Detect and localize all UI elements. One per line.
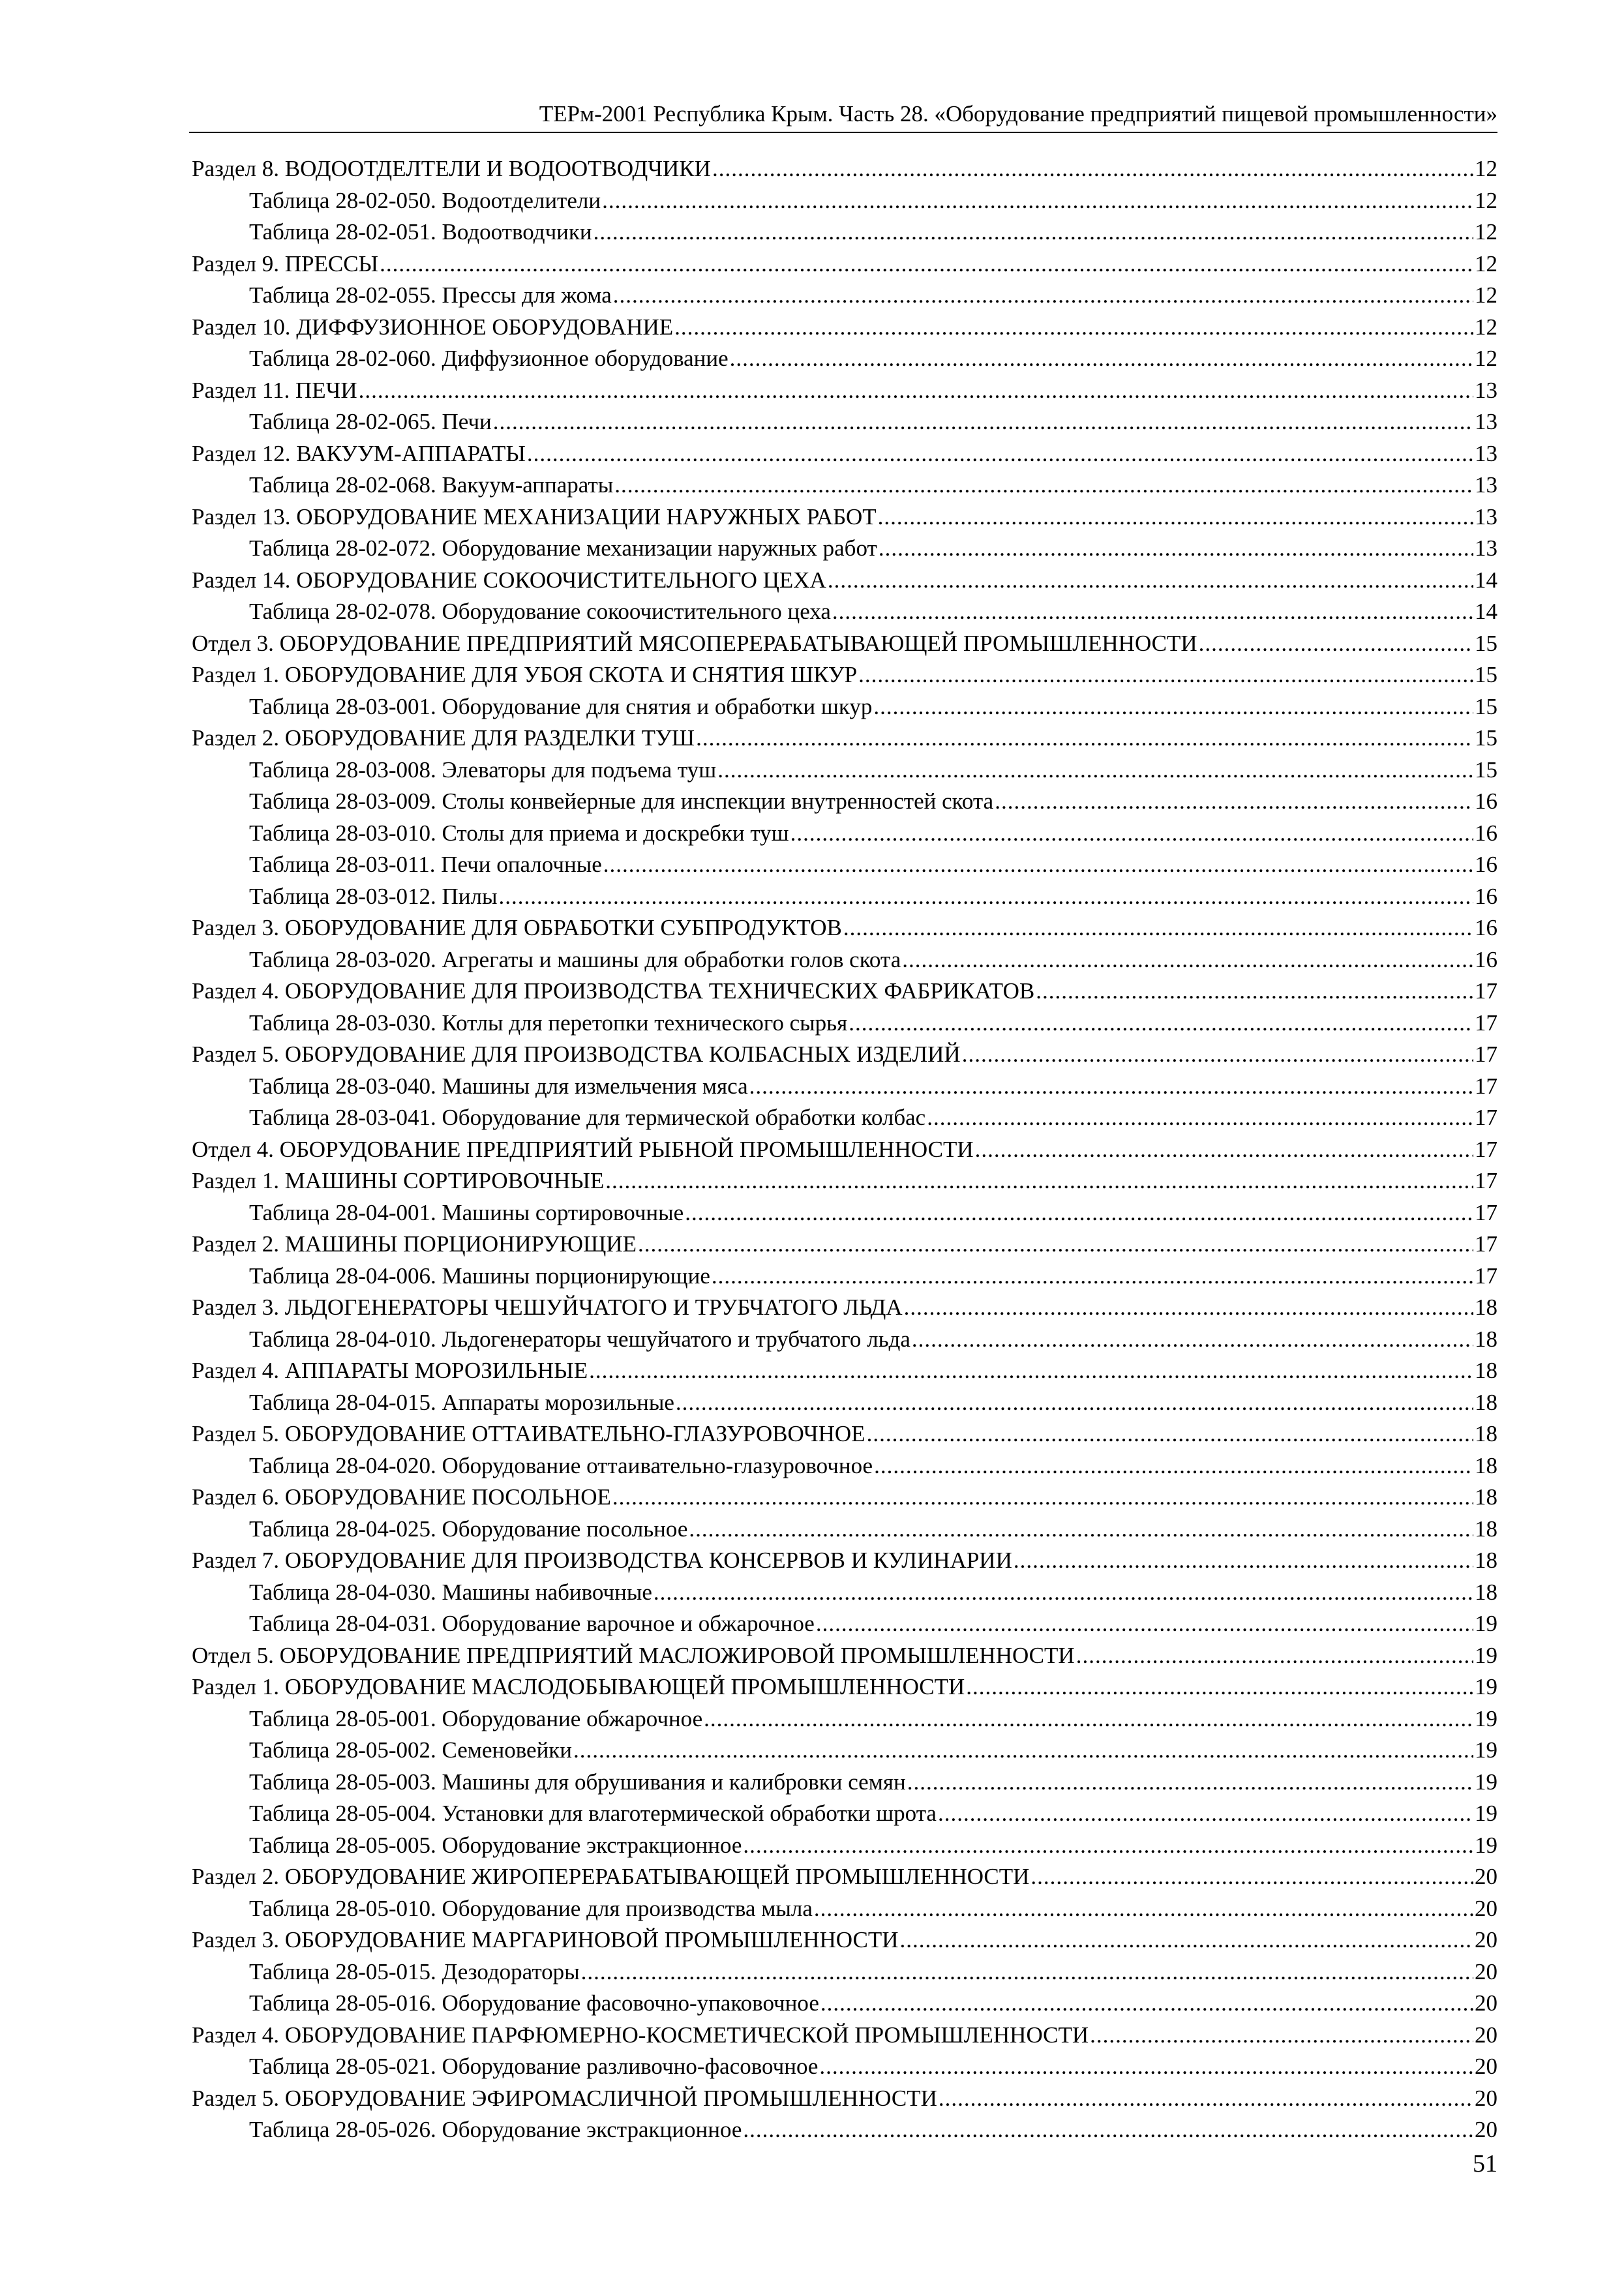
toc-entry-label: Раздел 6. ОБОРУДОВАНИЕ ПОСОЛЬНОЕ — [192, 1484, 611, 1510]
toc-entry-page: 13 — [1475, 377, 1497, 403]
dot-leader — [573, 1735, 1473, 1767]
toc-entry-page: 18 — [1475, 1579, 1497, 1605]
toc-entry-page: 14 — [1475, 567, 1497, 593]
toc-entry-table[interactable] — [192, 1798, 1497, 1830]
dot-leader — [674, 312, 1473, 344]
toc-entry-section[interactable] — [192, 976, 1497, 1008]
toc-entry-table[interactable] — [192, 691, 1497, 723]
toc-entry-label: Таблица 28-03-012. Пилы — [249, 883, 498, 909]
toc-entry-label: Раздел 4. АППАРАТЫ МОРОЗИЛЬНЫЕ — [192, 1358, 588, 1383]
toc-entry-section[interactable] — [192, 565, 1497, 597]
dot-leader — [879, 533, 1473, 565]
toc-entry-page: 13 — [1475, 472, 1497, 498]
dot-leader — [380, 248, 1473, 280]
toc-entry-table[interactable] — [192, 343, 1497, 375]
dot-leader — [1030, 1861, 1473, 1893]
toc-entry-table[interactable] — [192, 1703, 1497, 1735]
toc-entry-page: 18 — [1475, 1421, 1497, 1446]
toc-entry-table[interactable] — [192, 470, 1497, 501]
dot-leader — [858, 659, 1473, 691]
toc-entry-page: 20 — [1475, 2054, 1497, 2079]
dot-leader — [975, 1134, 1473, 1166]
header-rule — [189, 132, 1497, 133]
toc-entry-label: Раздел 1. ОБОРУДОВАНИЕ МАСЛОДОБЫВАЮЩЕЙ ПРОМЫШЛЕННОСТИ — [192, 1674, 965, 1699]
dot-leader — [603, 849, 1473, 881]
dot-leader — [832, 596, 1473, 628]
dot-leader — [902, 944, 1473, 976]
toc-entry-page: 18 — [1475, 1358, 1497, 1383]
toc-entry-label: Таблица 28-03-001. Оборудование для снятия и обработки шкур — [249, 693, 873, 719]
toc-entry-page: 17 — [1475, 1105, 1497, 1130]
toc-entry-page: 20 — [1475, 1864, 1497, 1889]
toc-entry-label: Таблица 28-05-016. Оборудование фасовочно-упаковочное — [249, 1990, 819, 2016]
toc-entry-section[interactable] — [192, 1545, 1497, 1577]
toc-entry-label: Раздел 4. ОБОРУДОВАНИЕ ДЛЯ ПРОИЗВОДСТВА ТЕХНИЧЕСКИХ ФАБРИКАТОВ — [192, 978, 1035, 1004]
toc-entry-table[interactable] — [192, 1514, 1497, 1546]
toc-entry-label: Таблица 28-05-004. Установки для влаготермической обработки шрота — [249, 1801, 937, 1826]
toc-entry-label: Таблица 28-05-021. Оборудование разливочно-фасовочное — [249, 2054, 819, 2079]
dot-leader — [614, 470, 1473, 501]
toc-entry-page: 17 — [1475, 1041, 1497, 1067]
dot-leader — [995, 786, 1473, 818]
toc-entry-section[interactable] — [192, 438, 1497, 470]
toc-entry-page: 19 — [1475, 1737, 1497, 1763]
toc-entry-section[interactable] — [192, 1039, 1497, 1071]
toc-entry-label: Раздел 3. ОБОРУДОВАНИЕ МАРГАРИНОВОЙ ПРОМЫШЛЕННОСТИ — [192, 1927, 899, 1952]
dot-leader — [873, 691, 1473, 723]
toc-entry-section[interactable] — [192, 2083, 1497, 2115]
toc-entry-label: Раздел 8. ВОДООТДЕЛТЕЛИ И ВОДООТВОДЧИКИ — [192, 156, 711, 181]
toc-entry-label: Таблица 28-04-015. Аппараты морозильные — [249, 1389, 674, 1415]
dot-leader — [1199, 628, 1473, 660]
toc-entry-label: Раздел 14. ОБОРУДОВАНИЕ СОКООЧИСТИТЕЛЬНОГО ЦЕХА — [192, 567, 826, 593]
toc-entry-section[interactable] — [192, 1418, 1497, 1450]
toc-entry-section[interactable] — [192, 1640, 1497, 1672]
toc-entry-label: Таблица 28-04-006. Машины порционирующие — [249, 1263, 710, 1289]
toc-entry-page: 20 — [1475, 2022, 1497, 2048]
toc-entry-page: 20 — [1475, 1958, 1497, 1984]
dot-leader — [749, 1071, 1473, 1103]
toc-entry-label: Таблица 28-05-001. Оборудование обжарочное — [249, 1705, 703, 1731]
toc-entry-table[interactable] — [192, 596, 1497, 628]
toc-entry-page: 19 — [1475, 1674, 1497, 1699]
toc-entry-table[interactable] — [192, 406, 1497, 438]
toc-entry-label: Раздел 10. ДИФФУЗИОННОЕ ОБОРУДОВАНИЕ — [192, 314, 674, 340]
dot-leader — [359, 375, 1473, 407]
table-of-contents — [192, 153, 1497, 2146]
toc-entry-page: 19 — [1475, 1769, 1497, 1795]
toc-entry-page: 17 — [1475, 1263, 1497, 1289]
dot-leader — [927, 1102, 1473, 1134]
dot-leader — [820, 1988, 1473, 2020]
toc-entry-page: 15 — [1475, 756, 1497, 783]
toc-entry-page: 15 — [1475, 693, 1497, 719]
toc-entry-page: 16 — [1475, 883, 1497, 909]
dot-leader — [878, 501, 1473, 533]
dot-leader — [581, 1956, 1473, 1988]
toc-entry-label: Таблица 28-05-026. Оборудование экстракционное — [249, 2117, 742, 2142]
toc-entry-section[interactable] — [192, 1134, 1497, 1166]
toc-entry-label: Таблица 28-03-020. Агрегаты и машины для обработки голов скота — [249, 946, 901, 972]
toc-entry-page: 12 — [1475, 187, 1497, 213]
dot-leader — [638, 1229, 1473, 1261]
toc-entry-page: 16 — [1475, 915, 1497, 940]
toc-entry-label: Раздел 5. ОБОРУДОВАНИЕ ДЛЯ ПРОИЗВОДСТВА КОЛБАСНЫХ ИЗДЕЛИЙ — [192, 1041, 961, 1067]
dot-leader — [939, 2083, 1473, 2115]
toc-entry-label: Таблица 28-03-008. Элеваторы для подъема туш — [249, 756, 717, 783]
dot-leader — [493, 406, 1473, 438]
toc-entry-label: Таблица 28-05-003. Машины для обрушивания и калибровки семян — [249, 1769, 906, 1795]
dot-leader — [874, 1450, 1473, 1482]
toc-entry-page: 16 — [1475, 946, 1497, 972]
toc-entry-section[interactable] — [192, 912, 1497, 944]
toc-entry-section[interactable] — [192, 153, 1497, 185]
dot-leader — [743, 1830, 1473, 1862]
toc-entry-section[interactable] — [192, 1165, 1497, 1197]
dot-leader — [849, 1008, 1473, 1040]
toc-entry-table[interactable] — [192, 818, 1497, 850]
toc-entry-label: Раздел 1. ОБОРУДОВАНИЕ ДЛЯ УБОЯ СКОТА И СНЯТИЯ ШКУР — [192, 662, 858, 687]
toc-entry-label: Таблица 28-03-041. Оборудование для термической обработки колбас — [249, 1105, 926, 1130]
toc-entry-page: 17 — [1475, 1073, 1497, 1099]
toc-entry-section[interactable] — [192, 723, 1497, 755]
toc-entry-label: Таблица 28-04-030. Машины набивочные — [249, 1579, 652, 1605]
toc-entry-table[interactable] — [192, 786, 1497, 818]
dot-leader — [900, 1924, 1473, 1956]
toc-entry-label: Таблица 28-03-040. Машины для измельчения мяса — [249, 1073, 748, 1099]
toc-entry-label: Раздел 2. ОБОРУДОВАНИЕ ЖИРОПЕРЕРАБАТЫВАЮЩЕЙ ПРОМЫШЛЕННОСТИ — [192, 1864, 1030, 1889]
toc-entry-page: 19 — [1475, 1801, 1497, 1826]
toc-entry-page: 17 — [1475, 1231, 1497, 1257]
toc-entry-section[interactable] — [192, 2020, 1497, 2052]
toc-entry-page: 20 — [1475, 1895, 1497, 1921]
dot-leader — [613, 280, 1473, 312]
toc-entry-table[interactable] — [192, 1008, 1497, 1040]
dot-leader — [819, 2051, 1473, 2083]
toc-entry-label: Таблица 28-03-030. Котлы для перетопки технического сырья — [249, 1010, 848, 1036]
toc-entry-section[interactable] — [192, 501, 1497, 533]
toc-entry-label: Таблица 28-04-025. Оборудование посольное — [249, 1516, 688, 1542]
toc-entry-table[interactable] — [192, 881, 1497, 913]
toc-entry-page: 15 — [1475, 662, 1497, 687]
toc-entry-table[interactable] — [192, 944, 1497, 976]
toc-entry-table[interactable] — [192, 217, 1497, 248]
toc-entry-section[interactable] — [192, 1861, 1497, 1893]
toc-entry-page: 18 — [1475, 1326, 1497, 1352]
toc-entry-table[interactable] — [192, 1324, 1497, 1356]
page-number: 51 — [1473, 2150, 1497, 2177]
toc-entry-label: Таблица 28-02-072. Оборудование механизации наружных работ — [249, 535, 877, 561]
dot-leader — [594, 217, 1473, 248]
toc-entry-label: Таблица 28-03-009. Столы конвейерные для инспекции внутренностей скота — [249, 788, 994, 814]
dot-leader — [743, 2114, 1473, 2146]
toc-entry-label: Раздел 3. ОБОРУДОВАНИЕ ДЛЯ ОБРАБОТКИ СУБПРОДУКТОВ — [192, 915, 842, 940]
toc-entry-page: 16 — [1475, 852, 1497, 877]
toc-entry-label: Таблица 28-02-050. Водоотделители — [249, 187, 601, 213]
dot-leader — [904, 1292, 1473, 1324]
toc-entry-label: Таблица 28-04-010. Льдогенераторы чешуйчатого и трубчатого льда — [249, 1326, 910, 1352]
dot-leader — [867, 1418, 1473, 1450]
toc-entry-table[interactable] — [192, 1387, 1497, 1419]
toc-entry-page: 13 — [1475, 440, 1497, 466]
dot-leader — [828, 565, 1473, 597]
toc-entry-label: Таблица 28-02-055. Прессы для жома — [249, 282, 612, 308]
toc-entry-label: Раздел 4. ОБОРУДОВАНИЕ ПАРФЮМЕРНО-КОСМЕТИЧЕСКОЙ ПРОМЫШЛЕННОСТИ — [192, 2022, 1089, 2048]
toc-entry-page: 20 — [1475, 2117, 1497, 2142]
toc-entry-table[interactable] — [192, 533, 1497, 565]
toc-entry-table[interactable] — [192, 185, 1497, 217]
dot-leader — [499, 881, 1474, 913]
toc-entry-page: 17 — [1475, 978, 1497, 1004]
toc-entry-label: Таблица 28-02-078. Оборудование сокоочистительного цеха — [249, 599, 831, 624]
toc-entry-label: Таблица 28-05-005. Оборудование экстракционное — [249, 1832, 742, 1858]
dot-leader — [685, 1197, 1473, 1229]
dot-leader — [689, 1514, 1473, 1546]
toc-entry-page: 17 — [1475, 1010, 1497, 1036]
toc-entry-label: Раздел 7. ОБОРУДОВАНИЕ ДЛЯ ПРОИЗВОДСТВА КОНСЕРВОВ И КУЛИНАРИИ — [192, 1548, 1012, 1573]
toc-entry-page: 17 — [1475, 1136, 1497, 1162]
toc-entry-label: Отдел 4. ОБОРУДОВАНИЕ ПРЕДПРИЯТИЙ РЫБНОЙ ПРОМЫШЛЕННОСТИ — [192, 1136, 974, 1162]
dot-leader — [712, 153, 1473, 185]
toc-entry-page: 12 — [1475, 219, 1497, 245]
toc-entry-section[interactable] — [192, 375, 1497, 407]
dot-leader — [816, 1608, 1473, 1640]
dot-leader — [602, 185, 1473, 217]
toc-entry-page: 14 — [1475, 599, 1497, 624]
toc-entry-table[interactable] — [192, 280, 1497, 312]
toc-entry-section[interactable] — [192, 248, 1497, 280]
toc-entry-page: 18 — [1475, 1516, 1497, 1542]
toc-entry-label: Раздел 5. ОБОРУДОВАНИЕ ЭФИРОМАСЛИЧНОЙ ПРОМЫШЛЕННОСТИ — [192, 2085, 937, 2111]
toc-entry-table[interactable] — [192, 1261, 1497, 1293]
toc-entry-page: 20 — [1475, 1927, 1497, 1952]
toc-entry-label: Раздел 3. ЛЬДОГЕНЕРАТОРЫ ЧЕШУЙЧАТОГО И ТРУБЧАТОГО ЛЬДА — [192, 1294, 903, 1320]
toc-entry-page: 12 — [1475, 250, 1497, 277]
toc-entry-page: 16 — [1475, 820, 1497, 846]
toc-entry-label: Раздел 5. ОБОРУДОВАНИЕ ОТТАИВАТЕЛЬНО-ГЛАЗУРОВОЧНОЕ — [192, 1421, 865, 1446]
toc-entry-page: 16 — [1475, 788, 1497, 814]
dot-leader — [527, 438, 1473, 470]
toc-entry-page: 12 — [1475, 314, 1497, 340]
toc-entry-page: 18 — [1475, 1389, 1497, 1415]
toc-entry-section[interactable] — [192, 1924, 1497, 1956]
toc-entry-table[interactable] — [192, 849, 1497, 881]
toc-entry-page: 15 — [1475, 725, 1497, 751]
toc-entry-table[interactable] — [192, 1893, 1497, 1925]
toc-entry-label: Раздел 2. ОБОРУДОВАНИЕ ДЛЯ РАЗДЕЛКИ ТУШ — [192, 725, 695, 751]
toc-entry-page: 19 — [1475, 1642, 1497, 1668]
toc-entry-label: Таблица 28-02-060. Диффузионное оборудование — [249, 346, 729, 371]
dot-leader — [814, 1893, 1473, 1925]
dot-leader — [704, 1703, 1473, 1735]
toc-entry-table[interactable] — [192, 1197, 1497, 1229]
dot-leader — [938, 1798, 1473, 1830]
dot-leader — [676, 1387, 1473, 1419]
toc-entry-page: 12 — [1475, 156, 1497, 181]
toc-entry-page: 19 — [1475, 1705, 1497, 1731]
toc-entry-table[interactable] — [192, 1577, 1497, 1609]
toc-entry-table[interactable] — [192, 1071, 1497, 1103]
toc-entry-table[interactable] — [192, 1450, 1497, 1482]
dot-leader — [654, 1577, 1473, 1609]
toc-entry-table[interactable] — [192, 1830, 1497, 1862]
toc-entry-page: 13 — [1475, 503, 1497, 530]
toc-entry-table[interactable] — [192, 1735, 1497, 1767]
toc-entry-label: Раздел 13. ОБОРУДОВАНИЕ МЕХАНИЗАЦИИ НАРУЖНЫХ РАБОТ — [192, 503, 877, 530]
dot-leader — [966, 1671, 1473, 1703]
toc-entry-section[interactable] — [192, 659, 1497, 691]
running-header: ТЕРм-2001 Республика Крым. Часть 28. «Оборудование предприятий пищевой промышленности» — [539, 101, 1497, 127]
toc-entry-label: Таблица 28-02-065. Печи — [249, 409, 492, 434]
toc-entry-label: Таблица 28-02-051. Водоотводчики — [249, 219, 592, 245]
dot-leader — [605, 1165, 1473, 1197]
toc-entry-table[interactable] — [192, 755, 1497, 786]
dot-leader — [843, 912, 1473, 944]
dot-leader — [589, 1355, 1473, 1387]
dot-leader — [712, 1261, 1473, 1293]
toc-entry-label: Раздел 11. ПЕЧИ — [192, 377, 357, 403]
dot-leader — [1036, 976, 1473, 1008]
toc-entry-page: 18 — [1475, 1484, 1497, 1510]
toc-entry-page: 13 — [1475, 535, 1497, 561]
toc-entry-label: Раздел 9. ПРЕССЫ — [192, 250, 379, 277]
toc-entry-label: Таблица 28-05-010. Оборудование для производства мыла — [249, 1895, 813, 1921]
toc-entry-page: 12 — [1475, 282, 1497, 308]
dot-leader — [717, 755, 1473, 786]
toc-entry-table[interactable] — [192, 1988, 1497, 2020]
toc-entry-label: Таблица 28-05-002. Семеновейки — [249, 1737, 573, 1763]
toc-entry-label: Раздел 12. ВАКУУМ-АППАРАТЫ — [192, 440, 526, 466]
toc-entry-label: Таблица 28-04-001. Машины сортировочные — [249, 1199, 684, 1225]
toc-entry-label: Раздел 2. МАШИНЫ ПОРЦИОНИРУЮЩИЕ — [192, 1231, 637, 1257]
dot-leader — [912, 1324, 1473, 1356]
toc-entry-page: 15 — [1475, 630, 1497, 656]
toc-entry-page: 18 — [1475, 1548, 1497, 1573]
toc-entry-table[interactable] — [192, 1608, 1497, 1640]
toc-entry-table[interactable] — [192, 1767, 1497, 1799]
toc-entry-page: 19 — [1475, 1611, 1497, 1636]
toc-entry-page: 12 — [1475, 346, 1497, 371]
toc-entry-table[interactable] — [192, 2051, 1497, 2083]
toc-entry-section[interactable] — [192, 628, 1497, 660]
dot-leader — [696, 723, 1473, 755]
toc-entry-label: Отдел 3. ОБОРУДОВАНИЕ ПРЕДПРИЯТИЙ МЯСОПЕРЕРАБАТЫВАЮЩЕЙ ПРОМЫШЛЕННОСТИ — [192, 630, 1197, 656]
toc-entry-label: Таблица 28-05-015. Дезодораторы — [249, 1958, 580, 1984]
dot-leader — [1090, 2020, 1473, 2052]
toc-entry-section[interactable] — [192, 1482, 1497, 1514]
toc-entry-page: 20 — [1475, 2085, 1497, 2111]
toc-entry-page: 19 — [1475, 1832, 1497, 1858]
toc-entry-page: 13 — [1475, 409, 1497, 434]
dot-leader — [1014, 1545, 1473, 1577]
toc-entry-label: Раздел 1. МАШИНЫ СОРТИРОВОЧНЫЕ — [192, 1168, 605, 1193]
dot-leader — [962, 1039, 1473, 1071]
toc-entry-section[interactable] — [192, 312, 1497, 344]
toc-entry-label: Таблица 28-03-011. Печи опалочные — [249, 852, 602, 877]
toc-entry-page: 18 — [1475, 1452, 1497, 1478]
toc-entry-page: 20 — [1475, 1990, 1497, 2016]
toc-entry-section[interactable] — [192, 1292, 1497, 1324]
dot-leader — [1076, 1640, 1473, 1672]
toc-entry-page: 18 — [1475, 1294, 1497, 1320]
toc-entry-table[interactable] — [192, 2114, 1497, 2146]
toc-entry-label: Таблица 28-04-031. Оборудование варочное и обжарочное — [249, 1611, 815, 1636]
toc-entry-label: Таблица 28-03-010. Столы для приема и доскребки туш — [249, 820, 789, 846]
toc-entry-section[interactable] — [192, 1671, 1497, 1703]
toc-entry-table[interactable] — [192, 1102, 1497, 1134]
toc-entry-section[interactable] — [192, 1229, 1497, 1261]
toc-entry-label: Таблица 28-04-020. Оборудование оттаивательно-глазуровочное — [249, 1452, 873, 1478]
dot-leader — [790, 818, 1473, 850]
toc-entry-page: 17 — [1475, 1168, 1497, 1193]
toc-entry-page: 17 — [1475, 1199, 1497, 1225]
dot-leader — [730, 343, 1473, 375]
toc-entry-section[interactable] — [192, 1355, 1497, 1387]
dot-leader — [907, 1767, 1473, 1799]
toc-entry-table[interactable] — [192, 1956, 1497, 1988]
dot-leader — [612, 1482, 1473, 1514]
toc-entry-label: Таблица 28-02-068. Вакуум-аппараты — [249, 472, 614, 498]
toc-entry-label: Отдел 5. ОБОРУДОВАНИЕ ПРЕДПРИЯТИЙ МАСЛОЖИРОВОЙ ПРОМЫШЛЕННОСТИ — [192, 1642, 1075, 1668]
